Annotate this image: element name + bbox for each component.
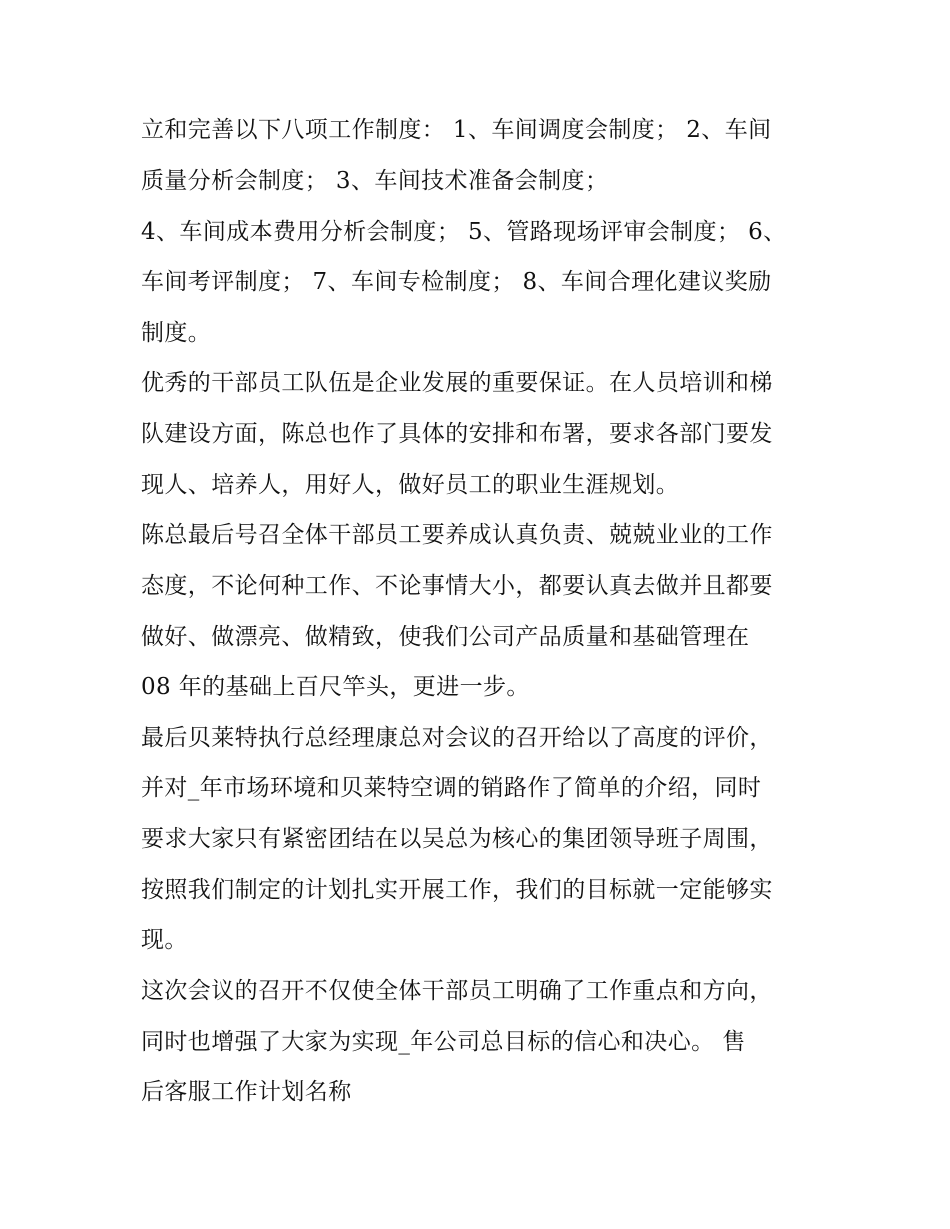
text-line: 质量分析会制度； 3、车间技术准备会制度；	[141, 168, 609, 194]
text-line: 现。	[141, 927, 188, 953]
text-line: 并对_年市场环境和贝莱特空调的销路作了简单的介绍，同时	[141, 775, 762, 801]
text-line: 后客服工作计划名称	[141, 1079, 352, 1105]
text-line: 4、车间成本费用分析会制度； 5、管路现场评审会制度； 6、	[141, 219, 787, 245]
text-line: 现人、培养人，用好人，做好员工的职业生涯规划。	[141, 472, 680, 498]
text-line: 态度，不论何种工作、不论事情大小，都要认真去做并且都要	[141, 573, 773, 599]
text-line: 08 年的基础上百尺竿头，更进一步。	[141, 674, 530, 700]
text-line: 最后贝莱特执行总经理康总对会议的召开给以了高度的评价，	[141, 725, 773, 751]
text-line: 按照我们制定的计划扎实开展工作，我们的目标就一定能够实	[141, 877, 773, 903]
text-line: 队建设方面，陈总也作了具体的安排和布署，要求各部门要发	[141, 421, 773, 447]
text-line: 车间考评制度； 7、车间专检制度； 8、车间合理化建议奖励	[141, 269, 772, 295]
text-line: 做好、做漂亮、做精致，使我们公司产品质量和基础管理在	[141, 624, 750, 650]
text-line: 制度。	[141, 320, 212, 346]
text-line: 优秀的干部员工队伍是企业发展的重要保证。在人员培训和梯	[141, 370, 773, 396]
text-line: 陈总最后号召全体干部员工要养成认真负责、兢兢业业的工作	[141, 522, 773, 548]
text-line: 立和完善以下八项工作制度： 1、车间调度会制度； 2、车间	[141, 117, 772, 143]
text-line: 这次会议的召开不仅使全体干部员工明确了工作重点和方向，	[141, 978, 773, 1004]
text-line: 要求大家只有紧密团结在以吴总为核心的集团领导班子周围，	[141, 826, 773, 852]
text-line: 同时也增强了大家为实现_年公司总目标的信心和决心。 售	[141, 1029, 746, 1055]
